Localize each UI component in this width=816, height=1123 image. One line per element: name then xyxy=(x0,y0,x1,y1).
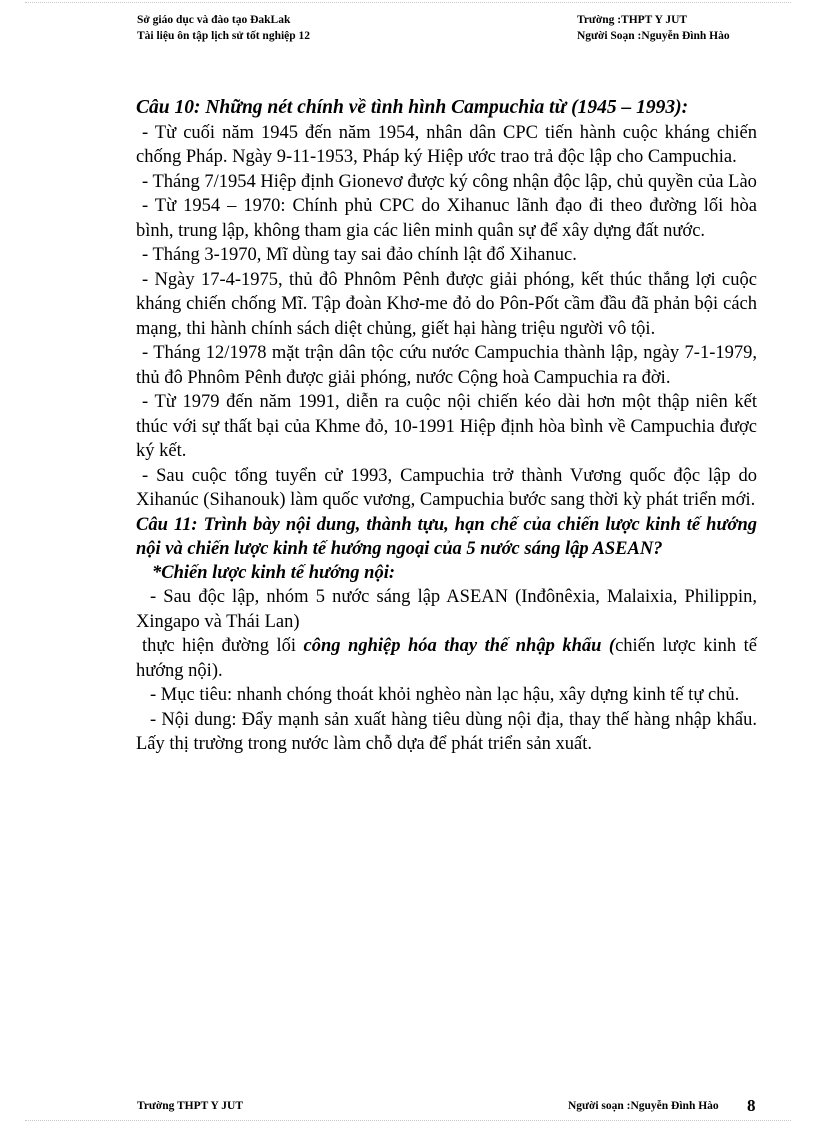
q11-paragraph xyxy=(136,634,757,683)
q10-paragraph: - Tháng 12/1978 mặt trận dân tộc cứu nước Campuchia thành lập, ngày 7-1-1979, thủ đô Phnôm Pênh được giải phóng, nước Cộng hoà Campuchia ra đời. xyxy=(136,343,757,388)
q10-paragraph: - Từ 1979 đến năm 1991, diễn ra cuộc nội chiến kéo dài hơn một thập niên kết thúc với sự thất bại của Khme đỏ, 10-1991 Hiệp định hòa bình về Campuchia được ký kết. xyxy=(136,392,757,461)
q10-paragraph: - Từ 1954 – 1970: Chính phủ CPC do Xihanuc lãnh đạo đi theo đường lối hòa bình, trung lập, không tham gia các liên minh quân sự để xây dựng đất nước. xyxy=(136,196,757,241)
page-number: 8 xyxy=(747,1096,756,1115)
q11-emphasis: công nghiệp hóa thay thế nhập khẩu ( xyxy=(303,636,616,656)
q10-paragraph: - Ngày 17-4-1975, thủ đô Phnôm Pênh được giải phóng, kết thúc thắng lợi cuộc kháng chiến chống Mĩ. Tập đoàn Khơ-me đỏ do Pôn-Pốt cầm đầu đã phản bội cách mạng, thi hành chính sách diệt chủng, giết hại hàng triệu người vô tội. xyxy=(136,269,757,339)
q10-paragraph: - Tháng 3-1970, Mĩ dùng tay sai đảo chính lật đổ Xihanuc. xyxy=(142,245,577,265)
question-10-title: Câu 10: Những nét chính về tình hình Campuchia từ (1945 – 1993): xyxy=(136,97,689,118)
header-department: Sở giáo dục và đào tạo ĐakLak xyxy=(137,14,291,26)
q11-paragraph: - Mục tiêu: nhanh chóng thoát khỏi nghèo nàn lạc hậu, xây dựng kinh tế tự chủ. xyxy=(150,685,740,705)
q10-paragraph: - Sau cuộc tổng tuyển cử 1993, Campuchia trở thành Vương quốc độc lập do Xihanúc (Sihanouk) làm quốc vương, Campuchia bước sang thời kỳ phát triển mới. xyxy=(136,465,757,510)
question-11-title: Câu 11: Trình bày nội dung, thành tựu, hạn chế của chiến lược kinh tế hướng nội và chiến lược kinh tế hướng ngoại của 5 nước sáng lập ASEAN? xyxy=(136,514,757,559)
q11-paragraph: - Nội dung: Đẩy mạnh sản xuất hàng tiêu dùng nội địa, thay thế hàng nhập khẩu. Lấy thị trường trong nước làm chỗ dựa để phát triển sản xuất. xyxy=(136,709,757,754)
footer-school: Trường THPT Y JUT xyxy=(137,1100,244,1112)
q10-paragraph: - Từ cuối năm 1945 đến năm 1954, nhân dân CPC tiến hành cuộc kháng chiến chống Pháp. Ngày 9-11-1953, Pháp ký Hiệp ước trao trả độc lập cho Campuchia. xyxy=(136,122,757,167)
header-school: Trường :THPT Y JUT xyxy=(577,14,688,26)
header-left xyxy=(137,12,310,44)
document-body xyxy=(136,96,757,757)
top-dotted-rule xyxy=(25,2,791,3)
q11-text: chiến lược kinh tế hướng nội). xyxy=(136,636,757,681)
header-document-title: Tài liệu ôn tập lịch sử tốt nghiệp 12 xyxy=(137,30,311,42)
q11-paragraph: - Sau độc lập, nhóm 5 nước sáng lập ASEAN (Inđônêxia, Malaixia, Philippin, Xingapo và Thái Lan) xyxy=(136,587,757,632)
q11-text: thực hiện đường lối xyxy=(142,636,304,656)
header-author: Người Soạn :Nguyễn Đình Hào xyxy=(577,30,730,42)
bottom-dotted-rule xyxy=(25,1120,791,1121)
header-right xyxy=(577,12,730,44)
footer-author: Người soạn :Nguyễn Đình Hào xyxy=(568,1100,719,1112)
q10-paragraph: - Tháng 7/1954 Hiệp định Gionevơ được ký công nhận độc lập, chủ quyền của Lào xyxy=(142,171,757,192)
inward-strategy-heading: *Chiến lược kinh tế hướng nội: xyxy=(152,562,396,583)
